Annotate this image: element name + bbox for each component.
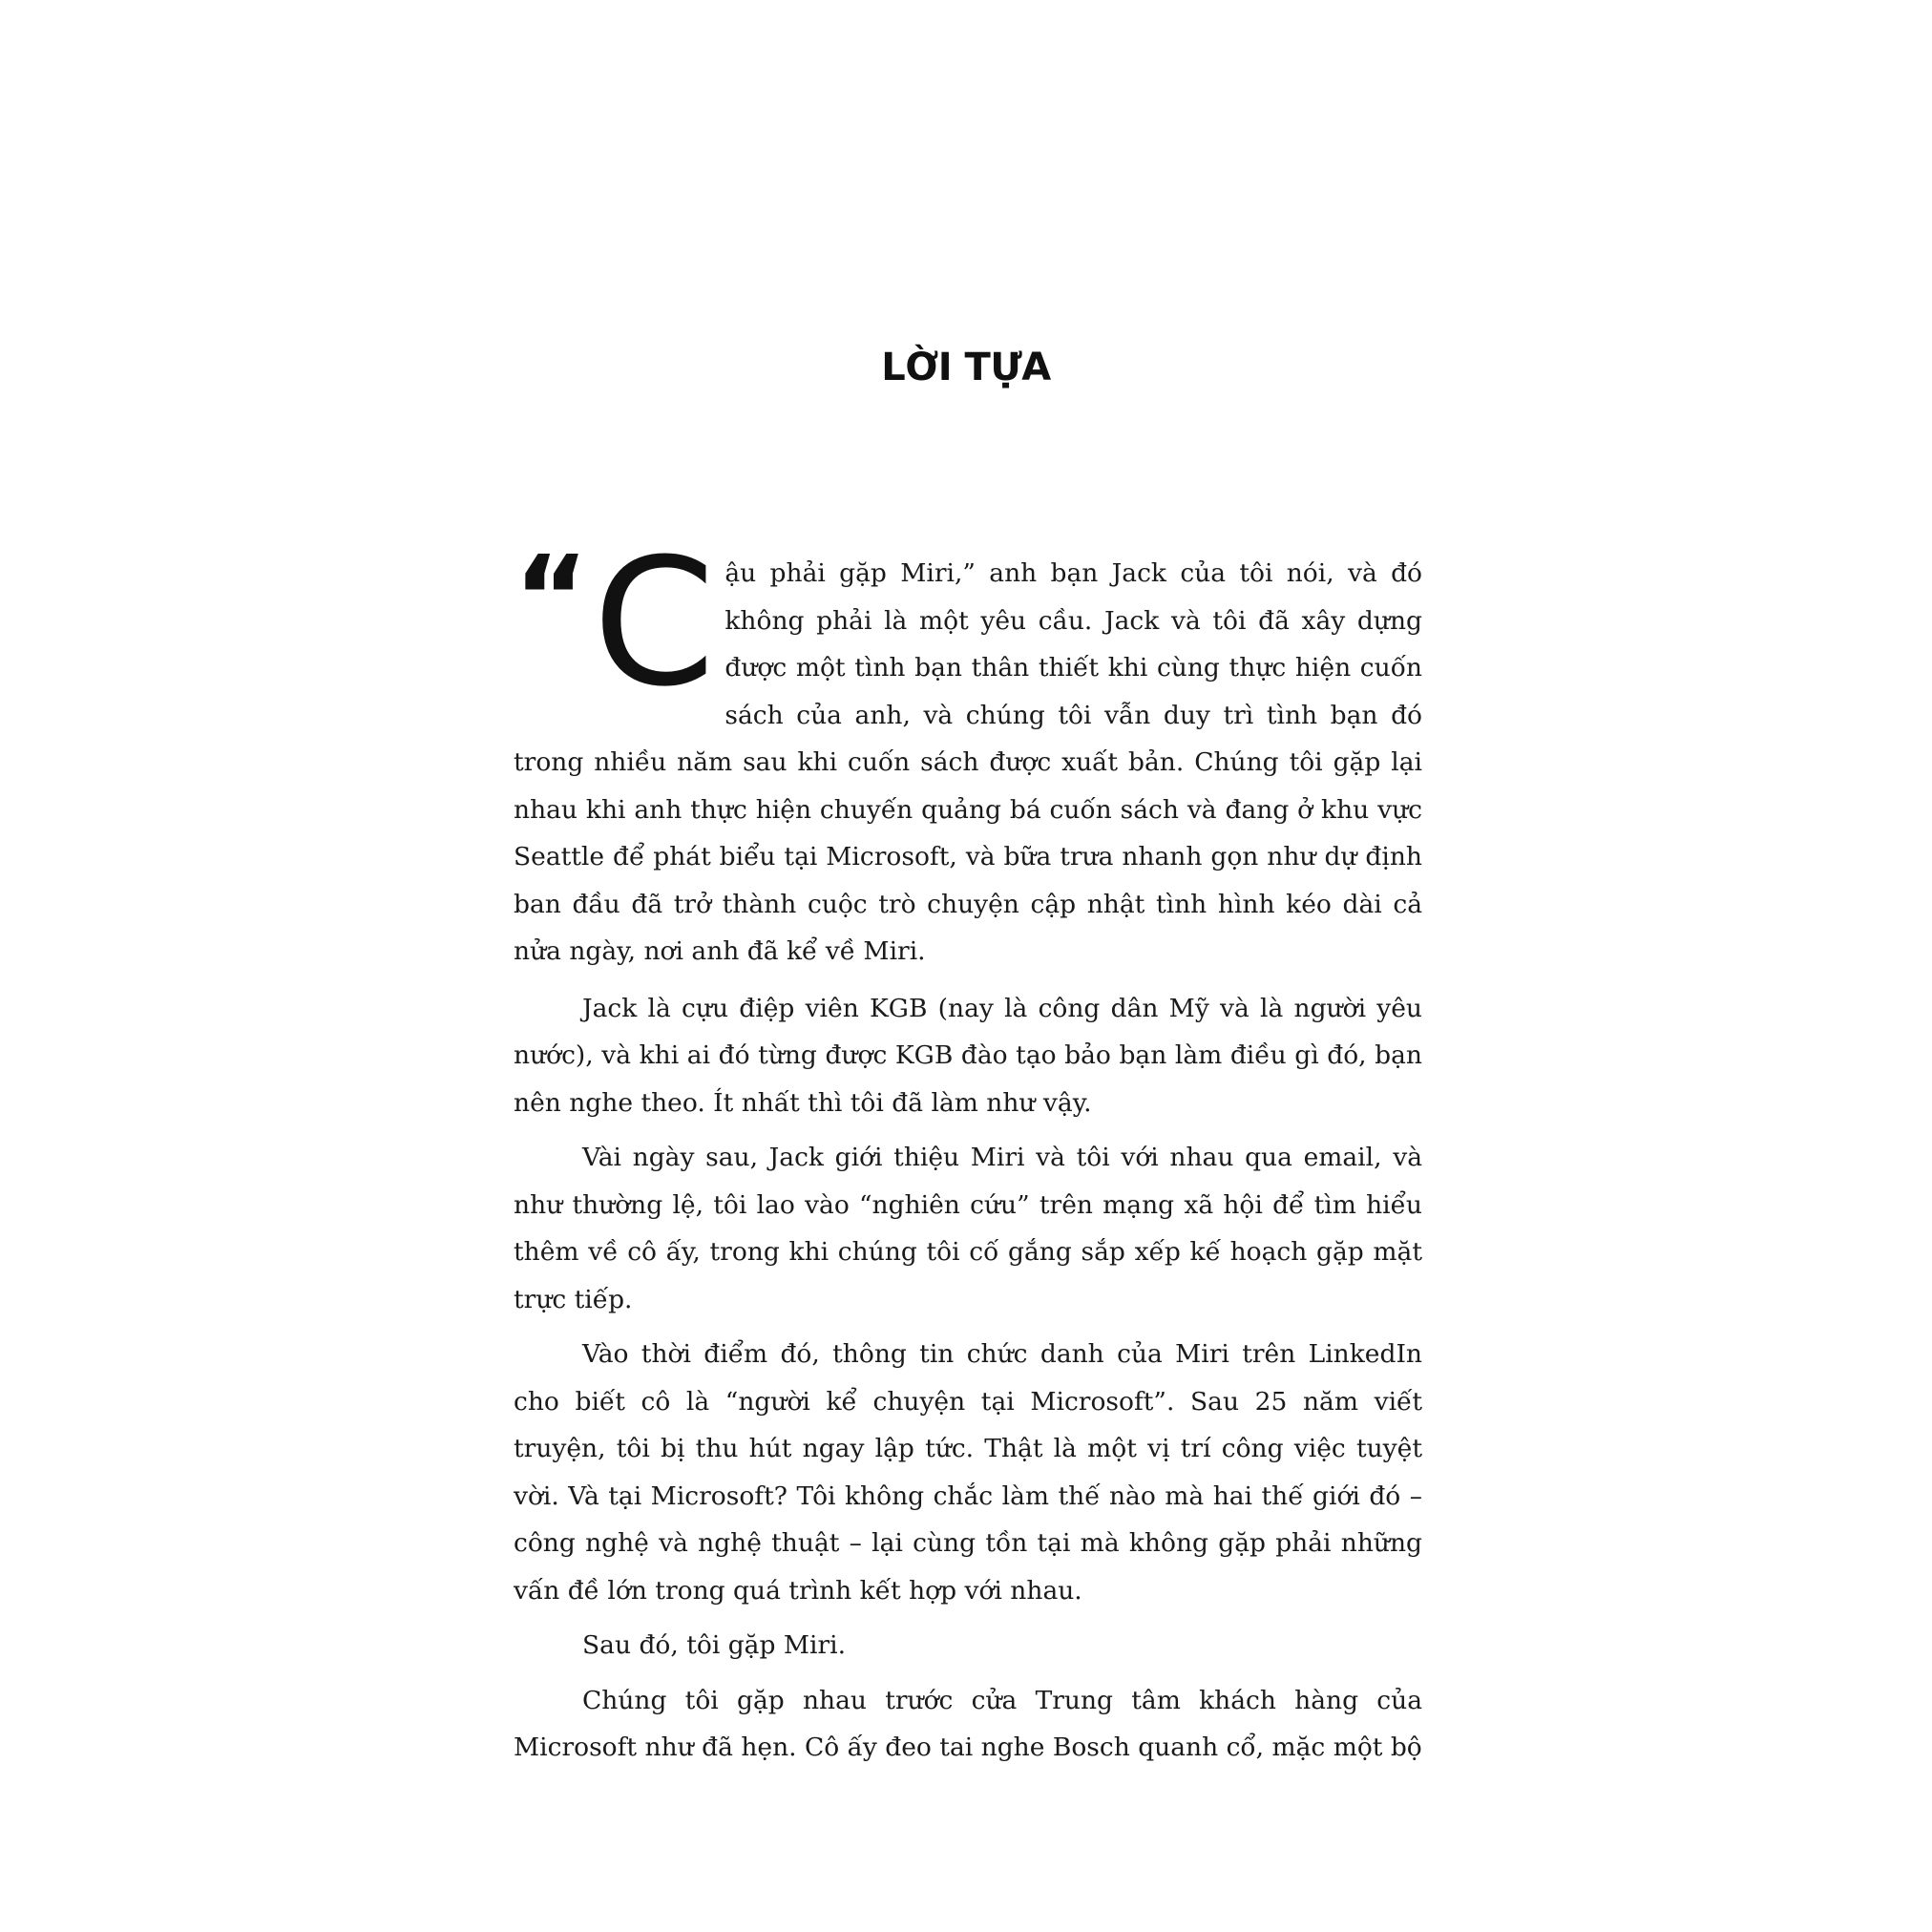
opening-paragraph-text: ậu phải gặp Miri,” anh bạn Jack của tôi nói, và đó không phải là một yêu cầu. Jack và tôi đã xây dựng được một tình bạn thân thiết khi cùng thực hiện cuốn sách của anh, và chúng tôi vẫn duy trì tình bạn đó trong nhiều năm sau khi cuốn sách được xuất bản. Chúng tôi gặp lại nhau khi anh thực hiện chuyến quảng bá cuốn sách và đang ở khu vực Seattle để phát biểu tại Microsoft, và bữa trưa nhanh gọn như dự định ban đầu đã trở thành cuộc trò chuyện cập nhật tình hình kéo dài cả nửa ngày, nơi anh đã kể về Miri.: [514, 558, 1422, 966]
body-text: [514, 521, 1422, 1779]
paragraph: Sau đó, tôi gặp Miri.: [582, 1630, 847, 1660]
opening-paragraph: [514, 521, 1422, 976]
paragraph: Vào thời điểm đó, thông tin chức danh của Miri trên LinkedIn cho biết cô là “người kể chuyện tại Microsoft”. Sau 25 năm viết truyện, tôi bị thu hút ngay lập tức. Thật là một vị trí công việc tuyệt vời. Và tại Microsoft? Tôi không chắc làm thế nào mà hai thế giới đó – công nghệ và nghệ thuật – lại cùng tồn tại mà không gặp phải những vấn đề lớn trong quá trình kết hợp với nhau.: [514, 1339, 1422, 1606]
drop-cap-letter: C: [592, 521, 716, 725]
paragraph: Chúng tôi gặp nhau trước cửa Trung tâm khách hàng của Microsoft như đã hẹn. Cô ấy đeo tai nghe Bosch quanh cổ, mặc một bộ: [514, 1685, 1422, 1762]
paragraph: Jack là cựu điệp viên KGB (nay là công dân Mỹ và là người yêu nước), và khi ai đó từng được KGB đào tạo bảo bạn làm điều gì đó, bạn nên nghe theo. Ít nhất thì tôi đã làm như vậy.: [514, 993, 1422, 1118]
paragraph: Vài ngày sau, Jack giới thiệu Miri và tôi với nhau qua email, và như thường lệ, tôi lao vào “nghiên cứu” trên mạng xã hội để tìm hiểu thêm về cô ấy, trong khi chúng tôi cố gắng sắp xếp kế hoạch gặp mặt trực tiếp.: [514, 1143, 1422, 1314]
page-title: LỜI TỰA: [881, 346, 1051, 389]
opening-quote-mark: “: [514, 533, 589, 665]
